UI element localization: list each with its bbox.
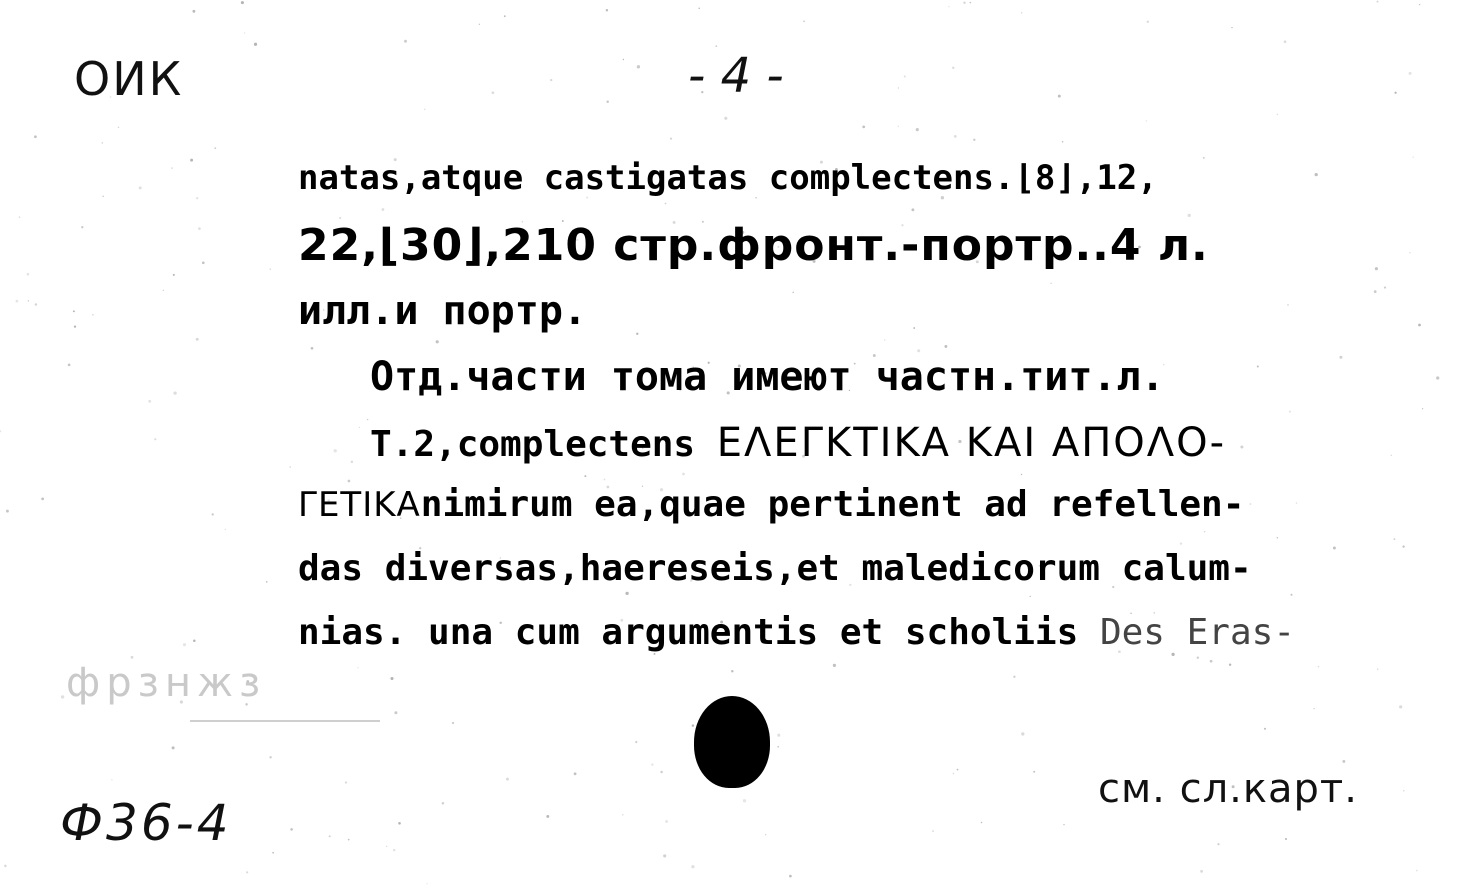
speckle: [1062, 141, 1064, 143]
speckle: [777, 746, 779, 748]
speckle: [196, 197, 198, 199]
speckle: [81, 226, 83, 228]
speckle: [1063, 824, 1064, 825]
speckle: [862, 126, 865, 129]
speckle: [1342, 760, 1345, 763]
speckle: [41, 498, 44, 501]
speckle: [1403, 790, 1405, 792]
speckle: [183, 643, 186, 646]
speckle: [932, 830, 933, 831]
speckle: [743, 799, 746, 802]
speckle: [660, 771, 663, 774]
speckle: [1277, 537, 1279, 539]
speckle: [663, 854, 666, 857]
body-line-faded: Des Eras-: [1099, 612, 1296, 653]
body-line-text: Т.2,complectens: [370, 424, 717, 465]
speckle: [574, 772, 577, 775]
speckle: [61, 695, 64, 698]
speckle: [1422, 408, 1423, 409]
speckle: [504, 15, 506, 17]
speckle: [604, 479, 606, 481]
speckle: [193, 639, 196, 642]
speckle: [289, 466, 291, 468]
speckle: [682, 473, 685, 476]
speckle: [241, 1, 244, 4]
speckle: [636, 333, 638, 335]
speckle: [28, 300, 30, 302]
speckle: [973, 139, 975, 141]
speckle: [74, 325, 76, 327]
speckle: [622, 814, 624, 816]
body-line: илл.и портр.: [298, 288, 587, 334]
speckle: [731, 670, 733, 672]
stamp-underline: [190, 720, 380, 722]
speckle: [1393, 538, 1395, 540]
speckle: [1146, 120, 1148, 122]
speckle: [635, 741, 637, 743]
speckle: [1409, 72, 1412, 75]
speckle: [4, 865, 7, 868]
speckle: [404, 40, 407, 43]
speckle: [111, 779, 112, 780]
speckle: [1291, 594, 1293, 596]
speckle: [424, 109, 425, 110]
speckle: [952, 67, 954, 69]
speckle: [1287, 304, 1289, 306]
speckle: [0, 430, 1, 432]
speckle: [212, 513, 214, 515]
speckle: [1203, 157, 1205, 159]
speckle: [1021, 474, 1022, 475]
speckle: [351, 461, 353, 463]
speckle: [1200, 870, 1203, 873]
speckle: [698, 8, 700, 10]
speckle: [957, 769, 959, 771]
speckle: [692, 724, 694, 726]
speckle: [339, 217, 341, 219]
speckle: [884, 339, 885, 340]
speckle: [269, 756, 271, 758]
speckle: [225, 529, 226, 530]
corner-code: ОИК: [74, 52, 184, 106]
speckle: [34, 135, 37, 138]
body-line: 22,⌊30⌋,210 стр.фронт.-портр..4 л.: [298, 220, 1209, 271]
speckle: [198, 227, 201, 230]
speckle: [1188, 214, 1191, 217]
speckle: [348, 839, 350, 841]
speckle: [196, 338, 199, 341]
speckle: [715, 45, 717, 47]
speckle: [1180, 542, 1182, 544]
speckle: [436, 340, 439, 343]
speckle: [246, 871, 248, 873]
speckle: [1416, 870, 1418, 872]
speckle: [390, 677, 393, 680]
speckle: [348, 480, 351, 483]
speckle: [1210, 660, 1213, 663]
speckle: [904, 75, 906, 77]
speckle: [1409, 252, 1410, 253]
speckle: [625, 592, 628, 595]
speckle: [953, 773, 955, 775]
speckle: [916, 128, 919, 131]
speckle: [1318, 666, 1320, 668]
speckle: [1240, 446, 1243, 449]
speckle: [654, 653, 656, 655]
speckle: [73, 310, 75, 312]
speckle: [1021, 12, 1022, 13]
speckle: [1333, 547, 1336, 550]
speckle: [546, 815, 549, 818]
speckle: [27, 273, 30, 276]
body-line: [298, 612, 1295, 653]
speckle: [172, 746, 175, 749]
speckle: [1013, 676, 1015, 678]
speckle: [550, 79, 552, 81]
speckle: [290, 828, 293, 831]
speckle: [724, 117, 727, 120]
speckle: [1285, 838, 1287, 840]
speckle: [1315, 173, 1318, 176]
speckle: [1377, 1, 1379, 3]
speckle: [944, 345, 947, 348]
speckle: [623, 59, 624, 60]
speckle: [1375, 267, 1378, 270]
speckle: [1147, 21, 1149, 23]
speckle: [981, 822, 983, 824]
speckle: [898, 126, 899, 127]
speckle: [1197, 657, 1199, 659]
speckle: [911, 208, 914, 211]
speckle: [670, 137, 672, 139]
speckle: [394, 711, 397, 714]
speckle: [792, 292, 794, 294]
speckle: [765, 834, 766, 835]
speckle: [254, 43, 257, 46]
speckle: [214, 147, 216, 149]
speckle: [637, 65, 640, 68]
speckle: [1418, 324, 1421, 327]
speckle: [190, 159, 193, 162]
speckle: [1377, 668, 1378, 669]
speckle: [1313, 708, 1314, 709]
speckle: [954, 135, 957, 138]
speckle: [334, 449, 337, 452]
speckle: [506, 778, 509, 781]
speckle: [1399, 705, 1402, 708]
speckle: [913, 327, 915, 329]
speckle: [1419, 4, 1420, 5]
speckle: [1229, 663, 1231, 665]
speckle: [1204, 531, 1205, 532]
speckle: [1058, 95, 1061, 98]
greek-title-part: ΕΛΕΓΚΤΙΚΑ ΚΑΙ ΑΠΟΛΟ-: [716, 420, 1227, 466]
speckle: [139, 186, 142, 189]
speckle: [202, 261, 205, 264]
speckle: [118, 127, 120, 129]
speckle: [665, 820, 668, 823]
speckle: [917, 349, 920, 352]
speckle: [19, 216, 20, 217]
speckle: [386, 846, 387, 847]
body-line: Отд.части тома имеют частн.тит.л.: [370, 354, 1165, 400]
speckle: [442, 802, 445, 805]
speckle: [1394, 92, 1396, 94]
speckle: [359, 427, 360, 428]
speckle: [154, 438, 156, 440]
speckle: [345, 781, 347, 783]
speckle: [969, 2, 971, 4]
speckle: [651, 764, 653, 766]
speckle: [584, 475, 586, 477]
speckle: [311, 347, 314, 350]
speckle: [1264, 728, 1266, 730]
speckle: [148, 400, 151, 403]
speckle: [266, 581, 268, 583]
body-line-text: nias. una cum argumentis et scholiis: [298, 612, 1100, 653]
speckle: [1257, 365, 1259, 367]
speckle: [803, 20, 805, 22]
speckle: [270, 268, 271, 269]
speckle: [606, 9, 608, 11]
speckle: [102, 196, 104, 198]
speckle: [1050, 283, 1051, 284]
body-line: [370, 420, 1226, 466]
speckle: [789, 875, 792, 878]
speckle: [1231, 27, 1232, 28]
speckle: [1171, 653, 1174, 656]
speckle: [426, 883, 427, 884]
speckle: [606, 101, 608, 103]
speckle: [16, 300, 19, 303]
speckle: [1296, 502, 1297, 503]
speckle: [1436, 376, 1439, 379]
speckle: [393, 849, 395, 851]
speckle: [665, 203, 667, 205]
speckle: [92, 314, 94, 316]
speckle: [173, 274, 175, 276]
speckle: [1249, 503, 1251, 505]
speckle: [398, 822, 401, 825]
speckle: [898, 87, 899, 88]
speckle: [1402, 545, 1404, 547]
speckle: [1284, 40, 1287, 43]
speckle: [68, 364, 71, 367]
speckle: [6, 510, 9, 513]
speckle: [357, 667, 358, 668]
speckle: [1412, 157, 1413, 158]
cross-reference-note: см. сл.карт.: [1098, 766, 1358, 812]
speckle: [163, 290, 164, 291]
speckle: [492, 91, 495, 94]
speckle: [35, 303, 37, 305]
speckle: [173, 391, 176, 394]
speckle: [244, 32, 245, 33]
speckle: [381, 208, 384, 211]
speckle: [102, 142, 103, 143]
speckle: [192, 10, 195, 13]
faded-stamp: фрзнжз: [66, 660, 267, 706]
speckle: [329, 835, 331, 837]
speckle: [1374, 290, 1377, 293]
speckle: [479, 24, 480, 25]
page-number: - 4 -: [688, 48, 784, 104]
body-line: [298, 484, 1244, 525]
speckle: [833, 664, 836, 667]
greek-title-part: ΓΕΤΙΚΑ: [298, 485, 421, 525]
body-line: natas,atque castigatas complectens.⌊8⌋,12,: [298, 158, 1158, 198]
speckle: [1339, 356, 1342, 359]
speckle: [272, 852, 274, 854]
speckle: [367, 419, 368, 420]
speckle: [1391, 455, 1392, 456]
speckle: [1021, 732, 1024, 735]
speckle: [131, 656, 134, 659]
body-line-text: nimirum ea,quae pertinent ad refellen-: [420, 484, 1245, 525]
speckle: [1217, 843, 1219, 845]
speckle: [1277, 114, 1278, 115]
speckle: [171, 167, 173, 169]
speckle: [1030, 596, 1031, 597]
speckle: [1384, 287, 1386, 289]
speckle: [1033, 771, 1035, 773]
speckle: [963, 2, 965, 4]
speckle: [948, 6, 949, 7]
shelf-mark: Ф36-4: [60, 794, 232, 852]
speckle: [452, 722, 454, 724]
speckle: [1289, 411, 1291, 413]
punch-hole: [694, 696, 770, 788]
speckle: [777, 734, 780, 737]
speckle: [691, 865, 694, 868]
body-line: das diversas,haereseis,et maledicorum calum-: [298, 548, 1252, 589]
